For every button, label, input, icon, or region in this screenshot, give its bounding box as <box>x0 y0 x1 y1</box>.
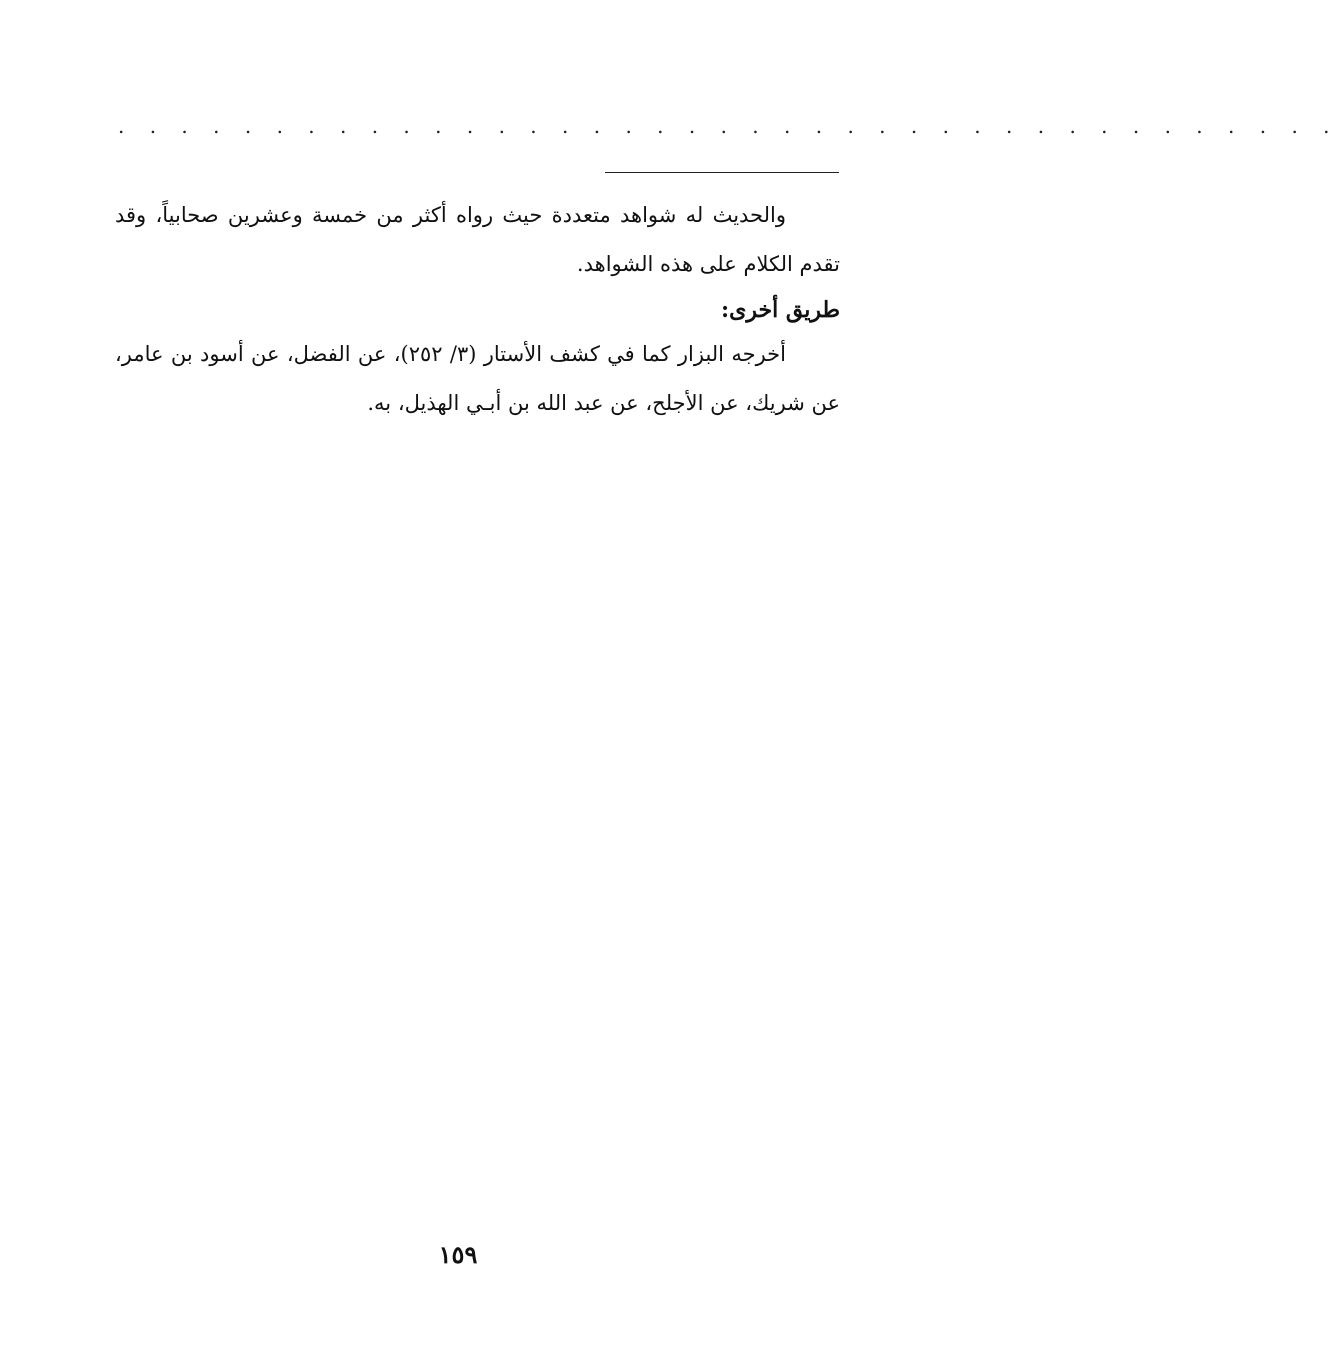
paragraph-witnesses <box>115 191 840 289</box>
section-heading: طريق أخرى: <box>721 297 840 323</box>
page-number: ١٥٩ <box>438 1240 478 1269</box>
paragraph-narration <box>115 330 840 428</box>
paragraph-text: أخرجه البزار كما في كشف الأستار (٣/ ٢٥٢)، عن الفضل، عن أسود بن عامر، عن شريك، عن الأجلح، عن عبد الله بن أبـي الهذيل، به. <box>115 342 840 415</box>
dotted-separator: . . . . . . . . . . . . . . . . . . . . . . . . . . . . . . . . . . . . . . . <box>118 114 1339 138</box>
footnote-rule <box>605 172 839 173</box>
paragraph-text: والحديث له شواهد متعددة حيث رواه أكثر من خمسة وعشرين صحابياً، وقد تقدم الكلام على هذه الشواهد. <box>115 203 840 276</box>
